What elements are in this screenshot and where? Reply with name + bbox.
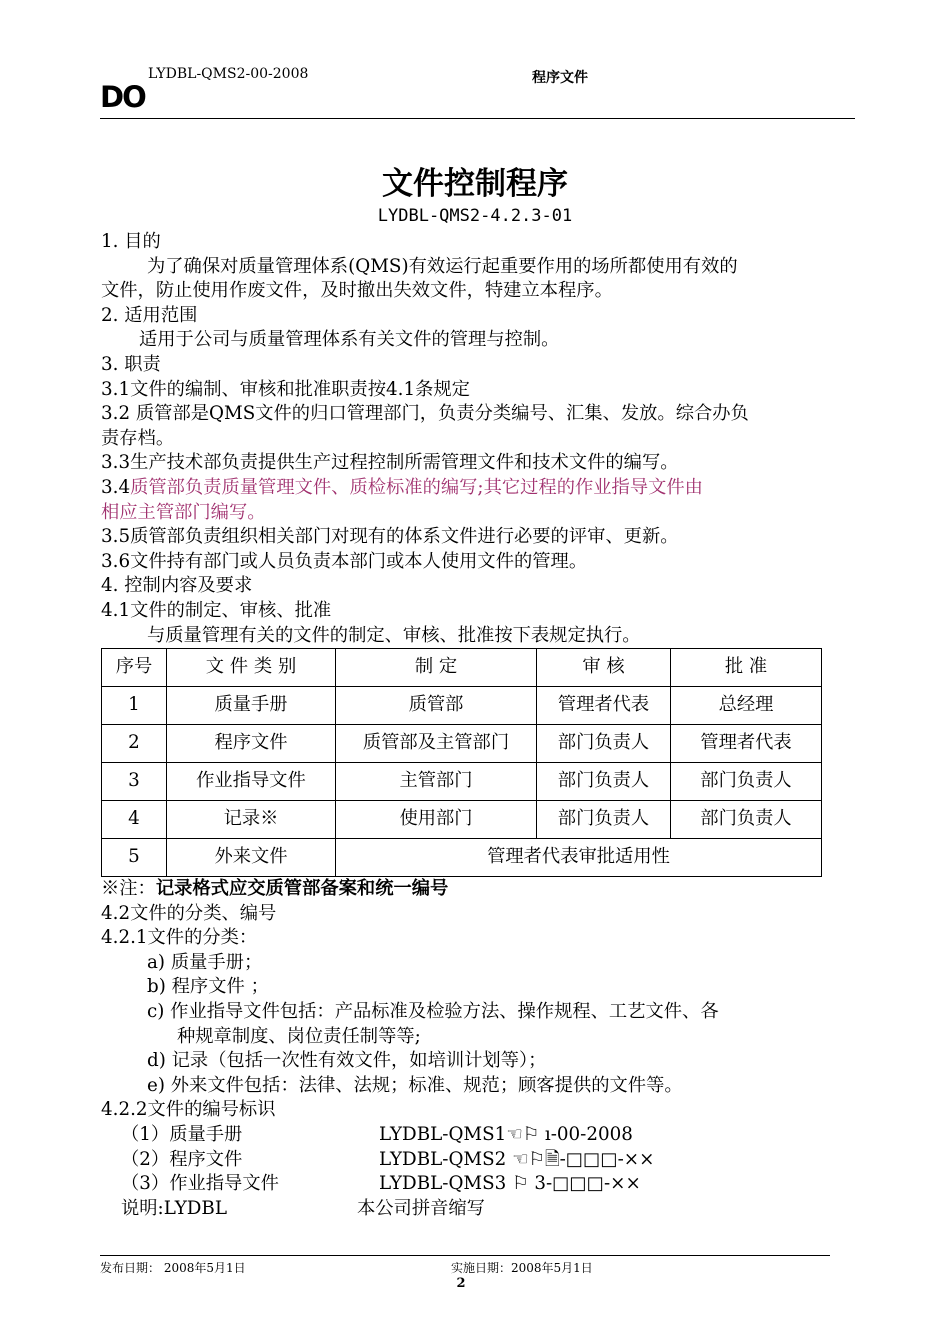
table-cell: 部门负责人 — [537, 725, 671, 763]
table-cell: 5 — [102, 839, 167, 877]
section-1-heading: 1. 目的 — [101, 231, 161, 252]
list-item-c-cont: 种规章制度、岗位责任制等等; — [177, 1025, 421, 1047]
document-number: LYDBL-QMS2-4.2.3-01 — [377, 206, 573, 226]
footer-rule — [100, 1255, 830, 1256]
section-4-1: 4.1文件的制定、审核、批准 — [101, 599, 332, 621]
table-cell: 管理者代表 — [537, 687, 671, 725]
table-cell: 使用部门 — [336, 801, 537, 839]
section-4-heading: 4. 控制内容及要求 — [101, 575, 253, 597]
table-cell: 外来文件 — [167, 839, 336, 877]
table-header-cell: 审 核 — [537, 649, 671, 687]
section-3-heading: 3. 职责 — [101, 353, 161, 375]
explanation-row — [101, 1197, 856, 1222]
list-item-c: c) 作业指导文件包括：产品标准及检验方法、操作规程、工艺文件、各 — [147, 1001, 719, 1023]
numbering-label: （2）程序文件 — [121, 1148, 243, 1170]
table-row — [102, 725, 822, 763]
section-3-2: 3.2 质管部是QMS文件的归口管理部门，负责分类编号、汇集、发放。综合办负 — [101, 403, 749, 425]
table-cell: 部门负责人 — [537, 801, 671, 839]
header-doc-type: 程序文件 — [532, 70, 588, 86]
numbering-label: （1）质量手册 — [121, 1124, 243, 1146]
section-3-4-number: 3.4 — [101, 476, 131, 498]
table-cell: 3 — [102, 763, 167, 801]
table-cell: 质量手册 — [167, 687, 336, 725]
footer-issue-date: 发布日期： 2008年5月1日 — [100, 1261, 246, 1275]
list-item-e: e) 外来文件包括：法律、法规；标准、规范；顾客提供的文件等。 — [147, 1074, 683, 1096]
explanation-label: 说明:LYDBL — [121, 1197, 227, 1219]
header-rule — [100, 118, 855, 119]
list-item-d: d) 记录（包括一次性有效文件，如培训计划等）； — [147, 1050, 547, 1072]
section-3-5: 3.5质管部负责组织相关部门对现有的体系文件进行必要的评审、更新。 — [101, 526, 679, 548]
table-cell: 2 — [102, 725, 167, 763]
table-row — [102, 839, 822, 877]
company-logo: DO — [100, 80, 145, 114]
note-prefix: ※注： — [101, 878, 156, 900]
table-header-row — [102, 649, 822, 687]
table-cell: 质管部及主管部门 — [336, 725, 537, 763]
table-cell: 总经理 — [671, 687, 822, 725]
table-cell: 部门负责人 — [671, 801, 822, 839]
table-row — [102, 687, 822, 725]
section-3-1: 3.1文件的编制、审核和批准职责按4.1条规定 — [101, 378, 470, 400]
list-item-a: a) 质量手册； — [147, 951, 263, 973]
document-body — [101, 230, 856, 1221]
numbering-label: （3）作业指导文件 — [121, 1173, 279, 1195]
section-1-text: 为了确保对质量管理体系(QMS)有效运行起重要作用的场所都使用有效的 — [147, 255, 738, 277]
section-3-4-highlight: 质管部负责质量管理文件、质检标准的编写;其它过程的作业指导文件由 — [130, 476, 703, 498]
table-header-cell: 序号 — [102, 649, 167, 687]
footer-effective-date: 实施日期：2008年5月1日 — [451, 1261, 593, 1275]
table-cell: 1 — [102, 687, 167, 725]
explanation-text: 本公司拼音缩写 — [357, 1197, 485, 1219]
section-4-2-2: 4.2.2文件的编号标识 — [101, 1099, 276, 1121]
section-2-heading: 2. 适用范围 — [101, 304, 198, 326]
section-3-2-cont: 责存档。 — [101, 427, 175, 449]
table-header-cell: 文 件 类 别 — [167, 649, 336, 687]
section-4-2: 4.2文件的分类、编号 — [101, 902, 277, 924]
table-merged-cell: 管理者代表审批适用性 — [336, 839, 822, 877]
numbering-row-1 — [101, 1123, 856, 1148]
table-cell: 程序文件 — [167, 725, 336, 763]
numbering-code: LYDBL-QMS2 ☜⚐🗎-□□□-×× — [379, 1148, 655, 1170]
note-text: 记录格式应交质管部备案和统一编号 — [155, 878, 449, 900]
table-cell: 主管部门 — [336, 763, 537, 801]
section-2-text: 适用于公司与质量管理体系有关文件的管理与控制。 — [139, 329, 560, 351]
numbering-row-2 — [101, 1148, 856, 1173]
table-cell: 记录※ — [167, 801, 336, 839]
numbering-code: LYDBL-QMS1☜⚐ ı-00-2008 — [379, 1124, 633, 1146]
table-cell: 质管部 — [336, 687, 537, 725]
page-number: 2 — [456, 1276, 466, 1291]
section-4-2-1: 4.2.1文件的分类： — [101, 927, 258, 949]
section-1-text-cont: 文件，防止使用作废文件，及时撤出失效文件，特建立本程序。 — [101, 280, 613, 302]
section-4-1-text: 与质量管理有关的文件的制定、审核、批准按下表规定执行。 — [147, 624, 641, 646]
numbering-code: LYDBL-QMS3 ⚐ 3-□□□-×× — [379, 1173, 641, 1195]
table-cell: 部门负责人 — [671, 763, 822, 801]
table-note — [101, 877, 856, 902]
list-item-b: b) 程序文件 ； — [147, 976, 269, 998]
table-header-cell: 制 定 — [336, 649, 537, 687]
header-doc-code: LYDBL-QMS2-00-2008 — [148, 66, 309, 82]
table-cell: 4 — [102, 801, 167, 839]
table-cell: 部门负责人 — [537, 763, 671, 801]
section-3-3: 3.3生产技术部负责提供生产过程控制所需管理文件和技术文件的编写。 — [101, 452, 679, 474]
table-header-cell: 批 准 — [671, 649, 822, 687]
approval-table — [101, 648, 822, 877]
numbering-row-3 — [101, 1172, 856, 1197]
page-title: 文件控制程序 — [382, 166, 568, 202]
table-cell: 管理者代表 — [671, 725, 822, 763]
section-3-4 — [101, 476, 856, 501]
table-row — [102, 801, 822, 839]
table-row — [102, 763, 822, 801]
section-3-6: 3.6文件持有部门或人员负责本部门或本人使用文件的管理。 — [101, 550, 588, 572]
table-cell: 作业指导文件 — [167, 763, 336, 801]
section-3-4-cont: 相应主管部门编写。 — [101, 501, 266, 523]
